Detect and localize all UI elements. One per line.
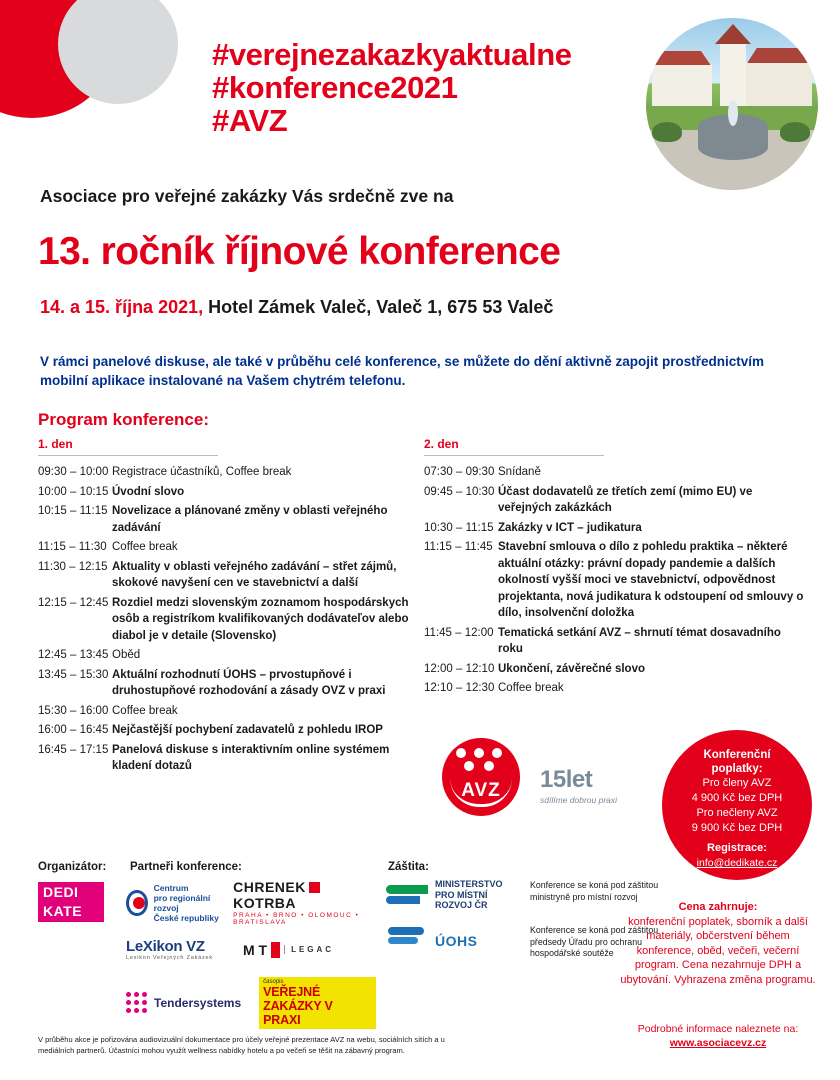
kotrba-text: KOTRBA bbox=[233, 895, 297, 911]
program-time: 15:30 – 16:00 bbox=[38, 704, 109, 717]
fees-members-price: 4 900 Kč bez DPH bbox=[691, 792, 783, 804]
program-time: 10:15 – 11:15 bbox=[38, 505, 108, 517]
fees-heading-line1: Konferenční bbox=[703, 749, 771, 761]
footnote: V průběhu akce je pořizována audiovizuální dokumentace pro účely veřejné prezentace AVZ na webu, sociálních sítích a u mediálních partnerů. Účastníci mohou využít wellness nabídky hotelu a po večeři se těšit na zábavný program. bbox=[38, 1035, 445, 1055]
program-row bbox=[424, 520, 804, 537]
program-time: 07:30 – 09:30 bbox=[424, 466, 495, 478]
program-event: Nejčastější pochybení zadavatelů z pohledu IROP bbox=[112, 724, 383, 736]
program-time: 10:30 – 11:15 bbox=[424, 521, 494, 534]
uohs-name: ÚOHS bbox=[435, 933, 478, 949]
program-event: Registrace účastníků, Coffee break bbox=[112, 466, 292, 478]
mt-text: M T bbox=[242, 941, 268, 958]
hashtag-1: #verejnezakazkyaktualne bbox=[212, 37, 572, 72]
vzp-name: VEŘEJNÉ ZAKÁZKY V PRAXI bbox=[263, 985, 333, 1027]
avz-logo-text: AVZ bbox=[461, 780, 501, 801]
lexikon-sub: Lexikon Veřejných Zakázek bbox=[126, 955, 213, 961]
crr-mark-icon bbox=[126, 890, 148, 916]
program-event: Stavební smlouva o dílo z pohledu praktika – některé aktuální otázky: právní dopady pandemie a dalších okolností vyšší moci ve stavebnictví, odpovědnost projektanta, nová judikatura k odstoupení od smlouvy o dílo, insolvenční doložka bbox=[498, 541, 804, 619]
program-row bbox=[424, 680, 804, 697]
mt-bar-icon bbox=[271, 942, 280, 958]
program-event: Panelová diskuse s interaktivním online systémem kladení dotazů bbox=[112, 743, 390, 772]
anniversary-tagline: sdílíme dobrou praxi bbox=[540, 795, 618, 805]
program-row bbox=[38, 703, 418, 720]
program-row bbox=[424, 661, 804, 678]
program-time: 09:30 – 10:00 bbox=[38, 466, 109, 478]
program-event: Ukončení, závěrečné slovo bbox=[498, 662, 646, 675]
conference-fees-badge bbox=[662, 730, 812, 880]
photo-tower bbox=[720, 42, 746, 106]
program-event: Aktuální rozhodnutí ÚOHS – prvostupňové i druhostupňové rozhodování a zásady OVZ v praxi bbox=[112, 668, 386, 697]
program-row bbox=[38, 539, 418, 556]
anniversary-badge bbox=[540, 766, 617, 805]
program-event: Coffee break bbox=[112, 541, 178, 553]
invitation-line: Asociace pro veřejné zakázky Vás srdečně zve na bbox=[40, 186, 454, 206]
fees-members-label: Pro členy AVZ bbox=[702, 777, 772, 789]
program-row bbox=[424, 464, 804, 481]
program-event: Novelizace a plánované změny v oblasti veřejného zadávání bbox=[112, 505, 388, 534]
photo-water-jet bbox=[728, 100, 738, 126]
program-time: 11:30 – 12:15 bbox=[38, 560, 108, 573]
day1-label: 1. den bbox=[38, 437, 218, 456]
program-time: 11:15 – 11:45 bbox=[424, 541, 493, 553]
program-row bbox=[38, 722, 418, 739]
partners-label: Partneři konference: bbox=[130, 861, 242, 873]
lexikon-name: LeXikon VZ bbox=[126, 938, 205, 955]
crr-line1: Centrum bbox=[153, 882, 189, 893]
registration-label: Registrace: bbox=[707, 842, 767, 854]
program-event: Zakázky v ICT – judikatura bbox=[498, 521, 642, 534]
more-info-block bbox=[618, 1022, 818, 1050]
dedikate-line1: DEDI bbox=[43, 884, 79, 900]
avz-dots-icon bbox=[454, 748, 508, 778]
program-event: Oběd bbox=[112, 649, 141, 661]
tendersystems-text: Tendersystems bbox=[154, 996, 242, 1010]
tendersystems-dots-icon bbox=[126, 992, 148, 1014]
program-row bbox=[38, 464, 418, 481]
partner-logo-crr bbox=[126, 879, 376, 926]
more-info-link[interactable]: www.asociacevz.cz bbox=[669, 1037, 767, 1049]
program-time: 16:00 – 16:45 bbox=[38, 724, 109, 736]
price-includes-body: konferenční poplatek, sborník a další materiály, občerstvení během konference, oběd, večeři, večerní program. Cena nezahrnuje DPH a ubytování. Vyhrazena změna programu. bbox=[620, 915, 816, 986]
fees-nonmembers-price: 9 900 Kč bez DPH bbox=[691, 822, 783, 834]
registration-email-link[interactable]: info@dedikate.cz bbox=[696, 857, 778, 869]
program-time: 12:15 – 12:45 bbox=[38, 596, 109, 609]
program-row bbox=[38, 595, 418, 645]
program-day2-column bbox=[424, 437, 804, 700]
partner-logo-tendersystems bbox=[126, 992, 241, 1014]
partner-logo-chrenek-kotrba bbox=[233, 879, 376, 926]
crr-line3: České republiky bbox=[153, 912, 219, 923]
program-event: Tematická setkání AVZ – shrnutí témat dosavadního roku bbox=[498, 626, 781, 655]
program-time: 12:45 – 13:45 bbox=[38, 649, 109, 661]
price-includes-block bbox=[618, 900, 818, 987]
price-includes-heading: Cena zahrnuje: bbox=[678, 901, 758, 913]
dedikate-line2: KATE bbox=[43, 903, 83, 919]
chrenek-square-icon bbox=[309, 882, 320, 893]
program-row bbox=[38, 559, 418, 592]
avz-logo bbox=[442, 738, 520, 816]
program-time: 12:00 – 12:10 bbox=[424, 662, 495, 675]
program-time: 11:45 – 12:00 bbox=[424, 626, 494, 639]
program-row bbox=[38, 742, 418, 775]
intro-paragraph: V rámci panelové diskuse, ale také v průběhu celé konference, se můžete do dění aktivně zapojit prostřednictvím mobilní aplikace instalované na Vašem chytrém telefonu. bbox=[40, 354, 764, 388]
program-event: Úvodní slovo bbox=[112, 485, 185, 498]
uohs-logo-icon bbox=[386, 925, 428, 957]
more-info-label: Podrobné informace naleznete na: bbox=[637, 1023, 799, 1035]
program-event: Aktuality v oblasti veřejného zadávání – střet zájmů, skokové navyšení cen ve stavebnictví a další bbox=[112, 560, 397, 589]
ministry-logo-icon bbox=[386, 881, 428, 909]
partner-logo-vzp bbox=[259, 977, 376, 1029]
uohs-note: Konference se koná pod záštitou předsedy Úřadu pro ochranu hospodářské soutěže bbox=[530, 925, 659, 958]
program-row bbox=[38, 667, 418, 700]
ministry-line3: ROZVOJ ČR bbox=[435, 900, 488, 910]
fees-heading-line2: poplatky: bbox=[711, 763, 763, 775]
program-time: 09:45 – 10:30 bbox=[424, 485, 495, 498]
hashtag-block bbox=[212, 38, 572, 137]
ministry-logo-block bbox=[386, 879, 503, 911]
event-datetime-venue bbox=[40, 297, 553, 318]
program-event: Rozdiel medzi slovenským zoznamom hospodárskych osôb a registríkom kvalifikovaných dodávateľov alebo diabol je v detaile (Slovensko) bbox=[112, 596, 409, 642]
program-event: Coffee break bbox=[498, 682, 564, 694]
chrenek-text: CHRENEK bbox=[233, 879, 306, 895]
program-day1-column bbox=[38, 437, 418, 778]
vzp-casopis: časopis bbox=[263, 979, 284, 985]
partner-logo-mt-legal bbox=[243, 942, 334, 958]
chrenek-cities: PRAHA • BRNO • OLOMOUC • BRATISLAVA bbox=[233, 912, 360, 926]
program-time: 11:15 – 11:30 bbox=[38, 541, 107, 553]
organizer-logo-dedikate bbox=[38, 882, 104, 922]
photo-bush-right bbox=[780, 122, 810, 142]
organizer-label: Organizátor: bbox=[38, 861, 107, 873]
ministry-line2: PRO MÍSTNÍ bbox=[435, 889, 488, 900]
event-date: 14. a 15. října 2021, bbox=[40, 297, 204, 317]
program-event: Účast dodavatelů ze třetích zemí (mimo EU) ve veřejných zakázkách bbox=[498, 485, 753, 514]
ministry-line1: MINISTERSTVO bbox=[435, 879, 503, 889]
partner-logo-lexikon bbox=[126, 938, 213, 961]
venue-photo bbox=[646, 18, 818, 190]
fees-nonmembers-label: Pro nečleny AVZ bbox=[696, 807, 778, 819]
partner-row-2 bbox=[126, 938, 376, 961]
program-time: 12:10 – 12:30 bbox=[424, 682, 495, 694]
program-time: 10:00 – 10:15 bbox=[38, 485, 109, 498]
uohs-logo-block bbox=[386, 925, 477, 957]
program-row bbox=[424, 625, 804, 658]
partner-row-3 bbox=[126, 977, 376, 1029]
photo-building-right bbox=[746, 62, 812, 108]
program-row bbox=[424, 539, 804, 622]
partner-logos bbox=[126, 879, 376, 1036]
program-time: 16:45 – 17:15 bbox=[38, 743, 109, 756]
hashtag-2: #konference2021 bbox=[212, 70, 458, 105]
program-event: Snídaně bbox=[498, 466, 541, 478]
program-row bbox=[38, 484, 418, 501]
program-time: 13:45 – 15:30 bbox=[38, 668, 109, 681]
program-row bbox=[38, 647, 418, 664]
program-heading: Program konference: bbox=[38, 410, 209, 429]
day2-label: 2. den bbox=[424, 437, 604, 456]
hashtag-3: #AVZ bbox=[212, 103, 288, 138]
program-row bbox=[38, 503, 418, 536]
photo-bush-left bbox=[652, 122, 682, 142]
program-event: Coffee break bbox=[112, 704, 178, 717]
page-title: 13. ročník říjnové konference bbox=[38, 230, 561, 273]
anniversary-years: 15let bbox=[540, 766, 593, 793]
ministry-note: Konference se koná pod záštitou ministryně pro místní rozvoj bbox=[530, 880, 659, 902]
event-venue: Hotel Zámek Valeč, Valeč 1, 675 53 Valeč bbox=[208, 297, 554, 317]
crr-line2: pro regionální rozvoj bbox=[153, 892, 211, 913]
auspices-label: Záštita: bbox=[388, 861, 429, 873]
photo-building-left bbox=[652, 64, 712, 108]
program-row bbox=[424, 484, 804, 517]
legac-text: LEGAC bbox=[284, 945, 334, 954]
